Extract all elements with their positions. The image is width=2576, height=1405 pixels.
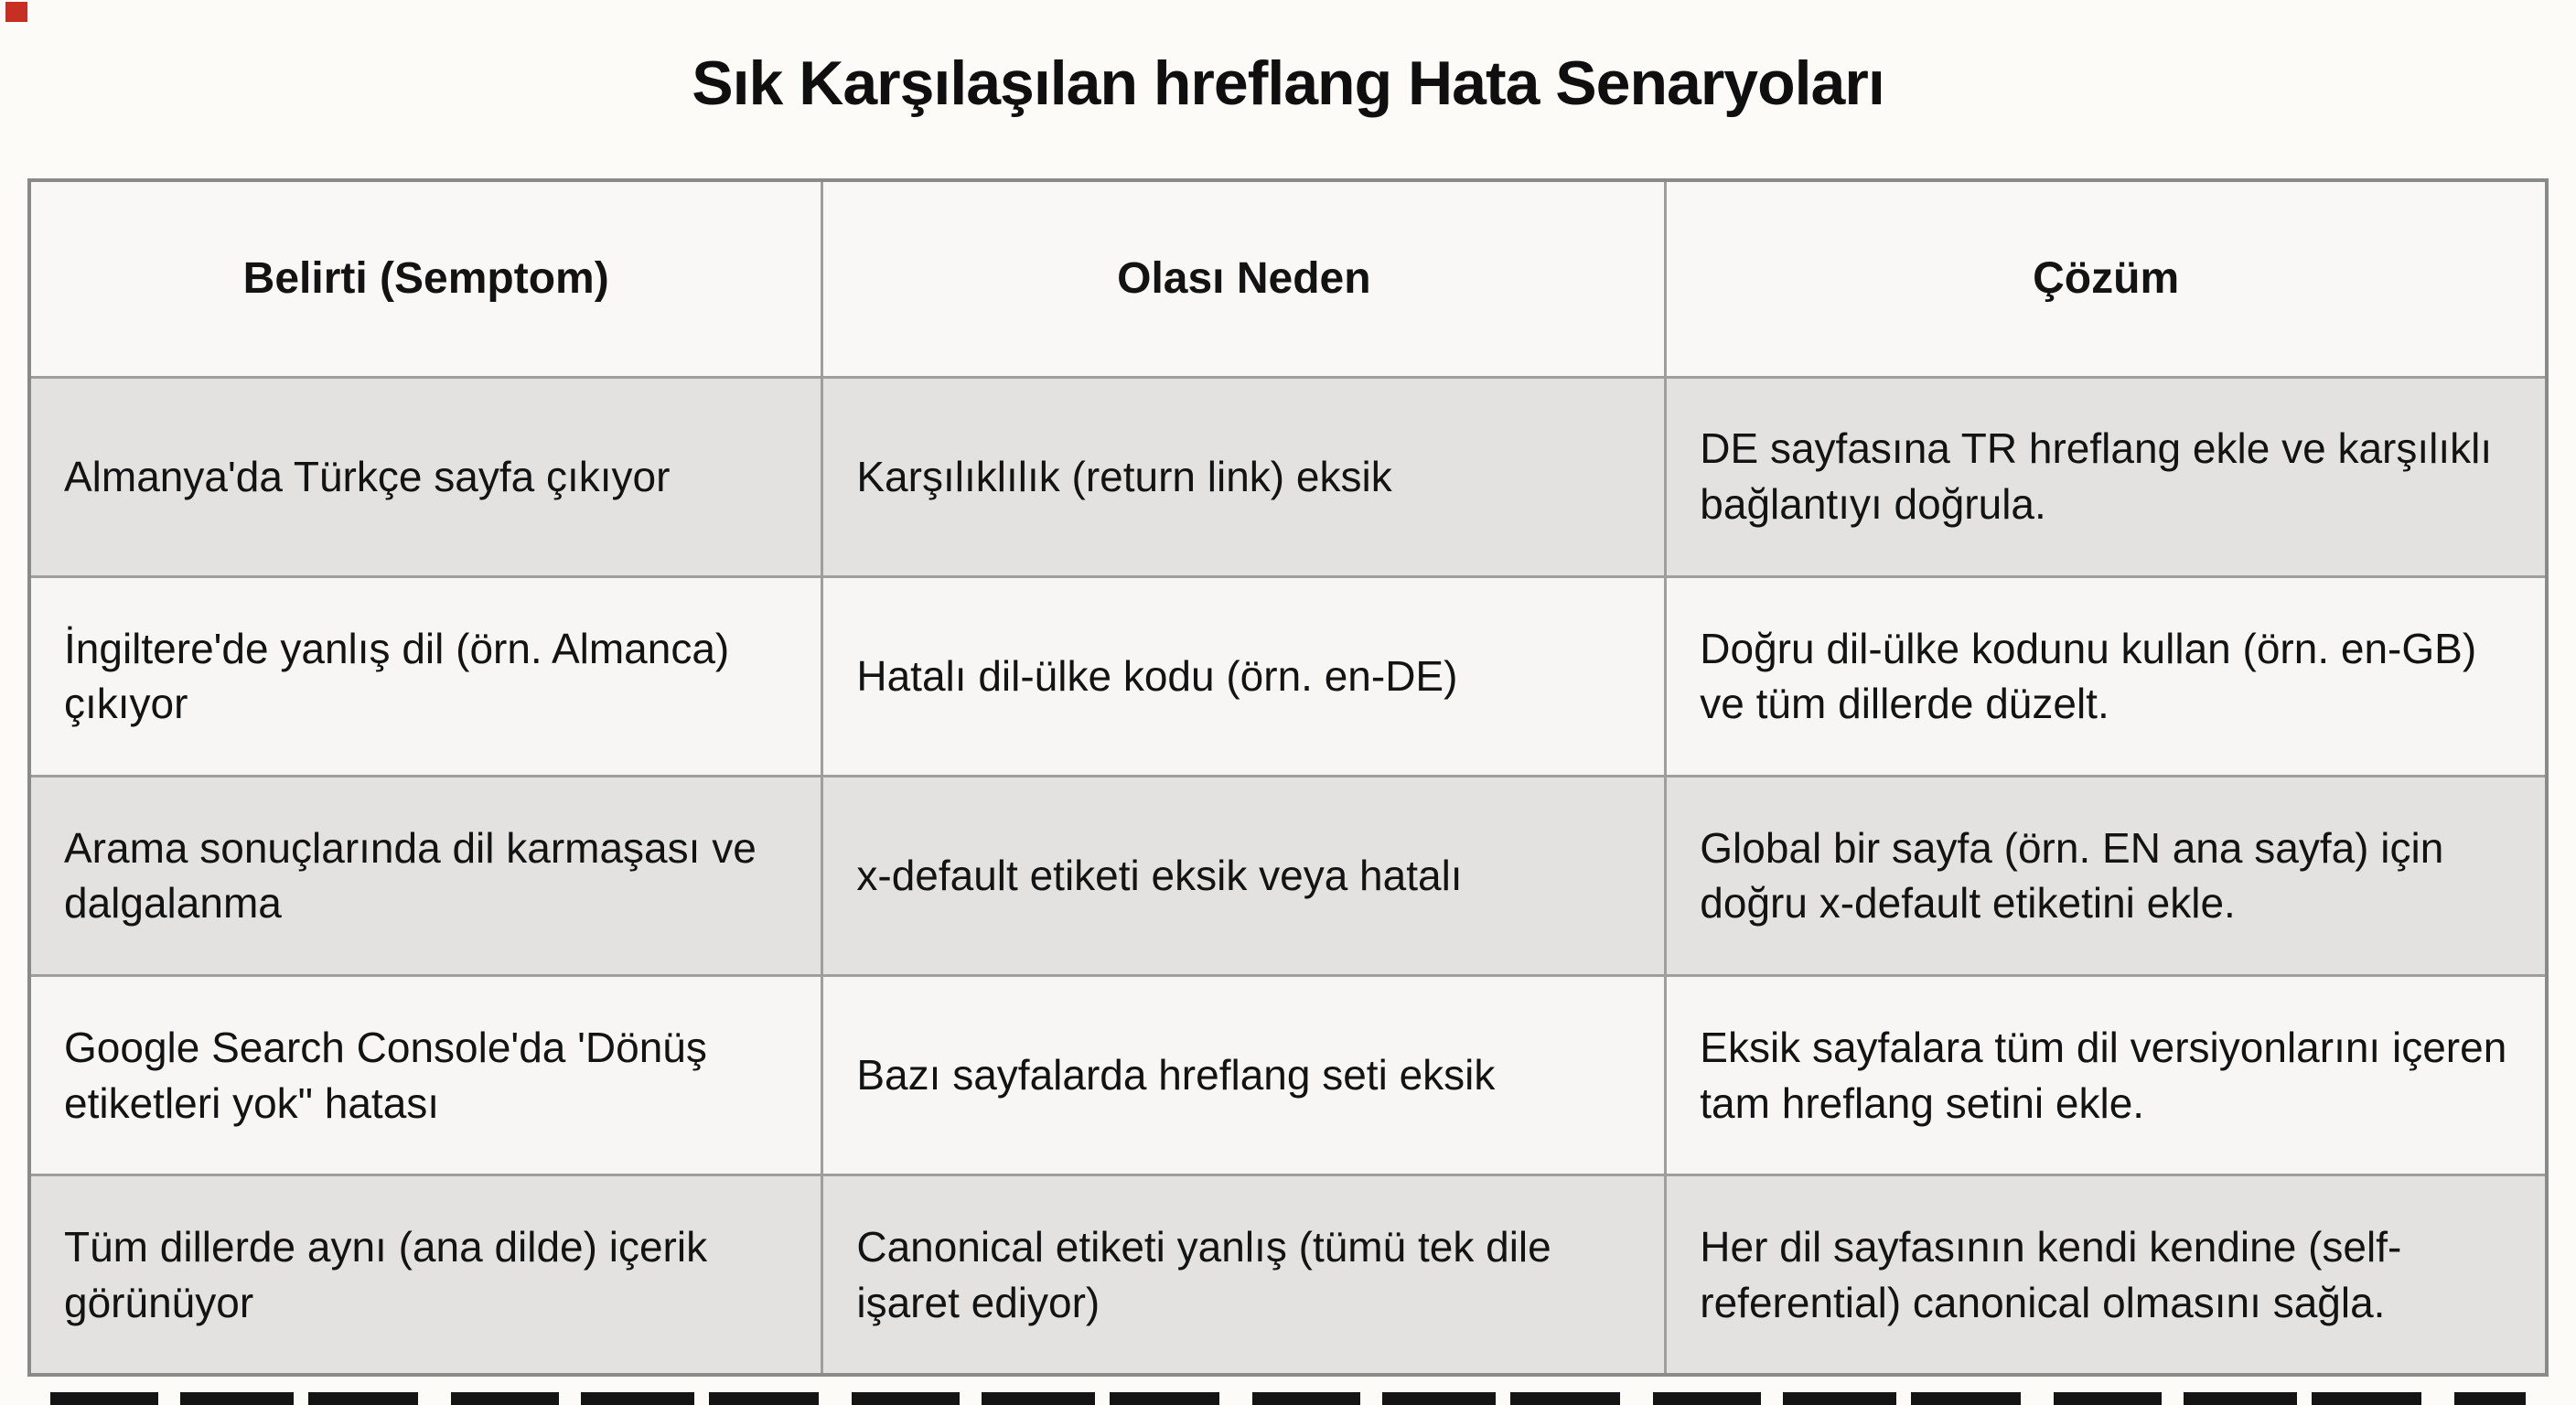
table-cell-cause: Bazı sayfalarda hreflang seti eksik	[822, 976, 1666, 1175]
table-cell-cause: Hatalı dil-ülke kodu (örn. en-DE)	[822, 576, 1666, 776]
column-header-solution: Çözüm	[1666, 180, 2547, 377]
cropped-text-band	[50, 1392, 2526, 1405]
table-cell-solution: DE sayfasına TR hreflang ekle ve karşılıklı bağlantıyı doğrula.	[1666, 377, 2547, 576]
header-row	[29, 180, 2547, 377]
table-cell-solution: Doğru dil-ülke kodunu kullan (örn. en-GB) ve tüm dillerde düzelt.	[1666, 576, 2547, 776]
table-row	[29, 1175, 2547, 1375]
table-cell-symptom: Google Search Console'da 'Dönüş etiketleri yok" hatası	[29, 976, 822, 1175]
table-row	[29, 776, 2547, 975]
red-corner-mark	[5, 2, 27, 22]
table-cell-symptom: Arama sonuçlarında dil karmaşası ve dalgalanma	[29, 776, 822, 975]
table-cell-cause: Karşılıklılık (return link) eksik	[822, 377, 1666, 576]
page-title: Sık Karşılaşılan hreflang Hata Senaryoları	[692, 48, 1884, 118]
column-header-symptom: Belirti (Semptom)	[29, 180, 822, 377]
table-cell-solution: Global bir sayfa (örn. EN ana sayfa) için doğru x-default etiketini ekle.	[1666, 776, 2547, 975]
column-header-cause: Olası Neden	[822, 180, 1666, 377]
table-row	[29, 377, 2547, 576]
table-cell-symptom: Almanya'da Türkçe sayfa çıkıyor	[29, 377, 822, 576]
table-cell-symptom: İngiltere'de yanlış dil (örn. Almanca) çıkıyor	[29, 576, 822, 776]
table-row	[29, 976, 2547, 1175]
table-cell-solution: Her dil sayfasının kendi kendine (self-referential) canonical olmasını sağla.	[1666, 1175, 2547, 1375]
table-cell-cause: x-default etiketi eksik veya hatalı	[822, 776, 1666, 975]
table-row	[29, 576, 2547, 776]
table-cell-symptom: Tüm dillerde aynı (ana dilde) içerik görünüyor	[29, 1175, 822, 1375]
hreflang-error-scenarios-table	[27, 178, 2549, 1377]
table-cell-cause: Canonical etiketi yanlış (tümü tek dile işaret ediyor)	[822, 1175, 1666, 1375]
table-cell-solution: Eksik sayfalara tüm dil versiyonlarını içeren tam hreflang setini ekle.	[1666, 976, 2547, 1175]
